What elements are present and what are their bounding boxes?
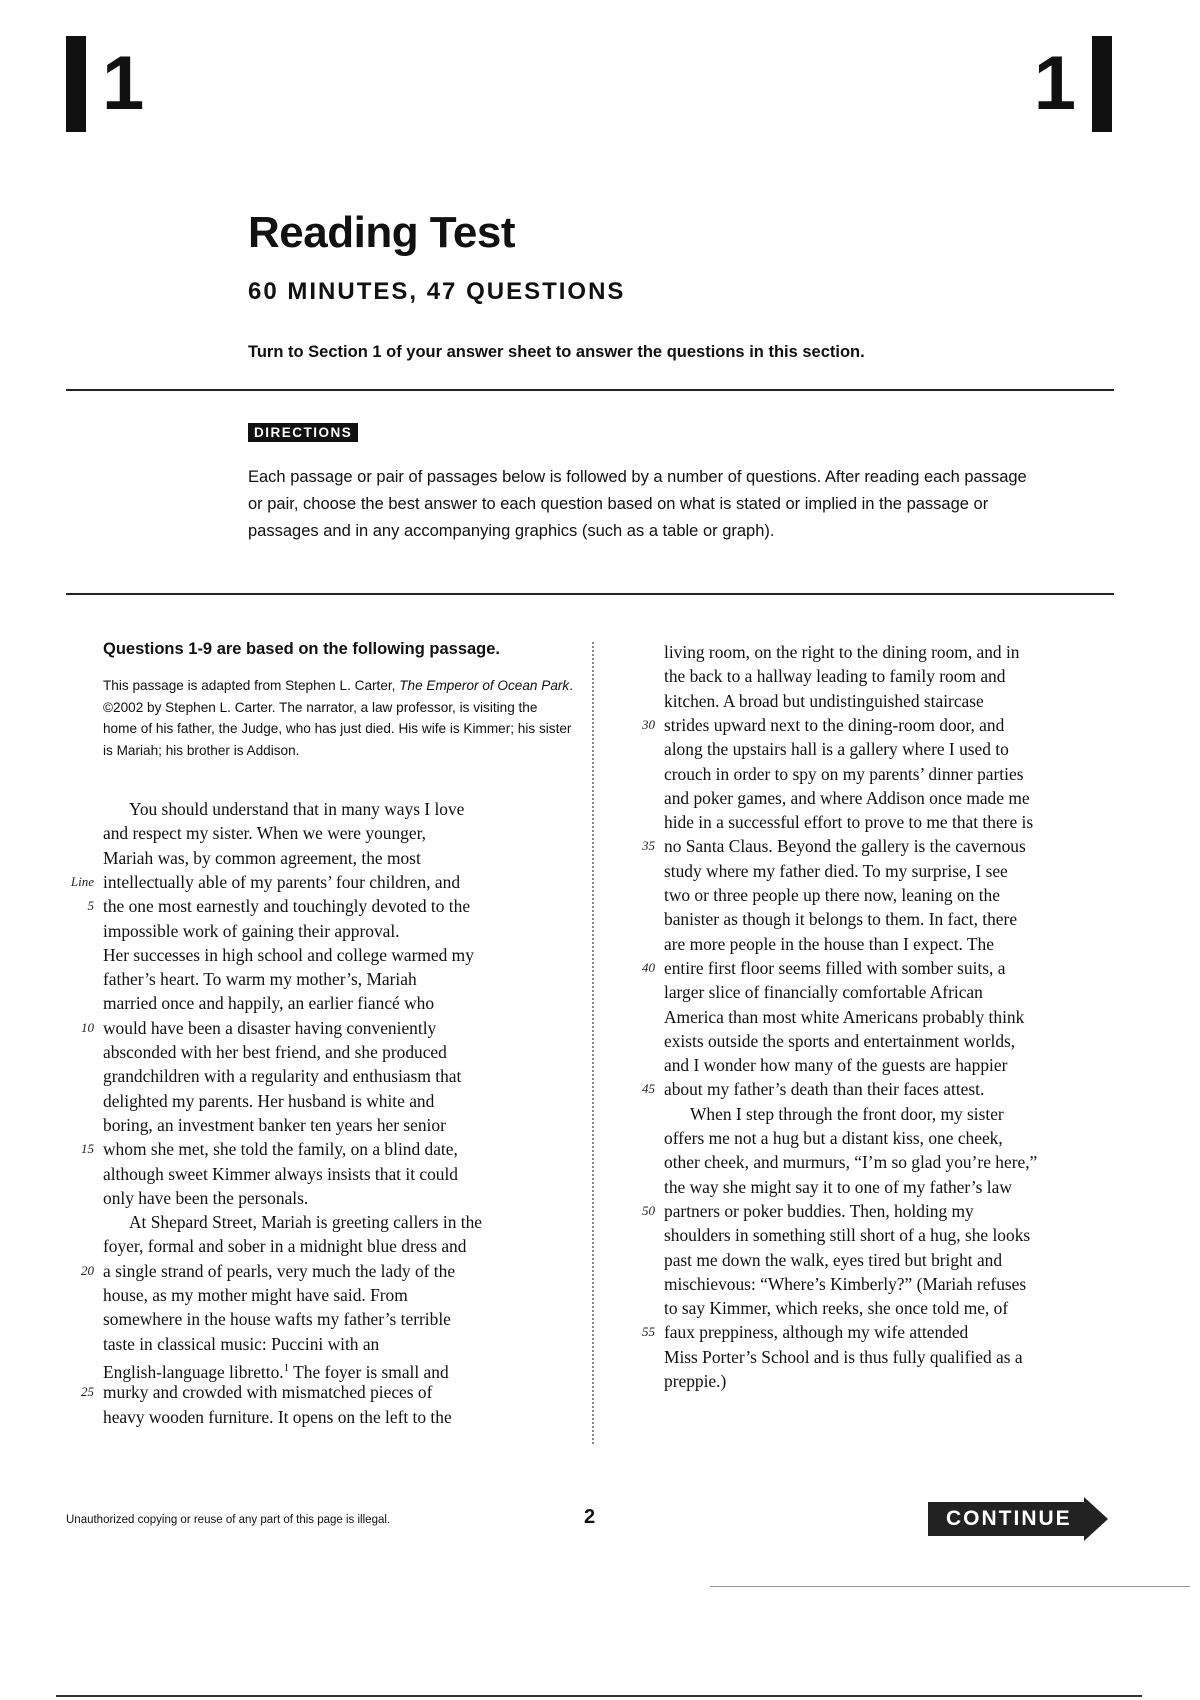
passage-line: Mariah was, by common agreement, the most xyxy=(103,847,421,868)
line-number: 30 xyxy=(642,716,655,732)
passage-line: the one most earnestly and touchingly devoted to the xyxy=(103,896,471,917)
passage-line: only have been the personals. xyxy=(103,1187,309,1208)
passage-line: crouch in order to spy on my parents’ dinner parties xyxy=(664,763,1024,784)
copyright-notice: Unauthorized copying or reuse of any part of this page is illegal. xyxy=(66,1514,391,1526)
column-divider xyxy=(592,642,594,1444)
passage-line: mischievous: “Where’s Kimberly?” (Mariah refuses xyxy=(664,1273,1027,1294)
passage-line: heavy wooden furniture. It opens on the left to the xyxy=(103,1406,452,1427)
divider-rule xyxy=(66,389,1114,391)
line-number: 40 xyxy=(642,959,655,975)
passage-heading: Questions 1-9 are based on the following passage. xyxy=(103,640,501,658)
passage-intro xyxy=(103,675,573,761)
arrow-right-icon xyxy=(1084,1497,1108,1541)
passage-line: and poker games, and where Addison once made me xyxy=(664,787,1030,808)
passage-line: father’s heart. To warm my mother’s, Mariah xyxy=(103,969,417,990)
passage-line: exists outside the sports and entertainment worlds, xyxy=(664,1030,1016,1051)
page-title: Reading Test xyxy=(248,208,516,257)
passage-line: two or three people up there now, leaning on the xyxy=(664,885,1000,905)
passage-line: intellectually able of my parents’ four children, and xyxy=(103,871,461,892)
page-subtitle: 60 MINUTES, 47 QUESTIONS xyxy=(248,278,626,305)
passage-line: delighted my parents. Her husband is white and xyxy=(103,1090,435,1111)
directions-text: Each passage or pair of passages below is followed by a number of questions. After reading each passage or pair, choose the best answer to each question based on what is stated or implied in the passage or passages and in any accompanying graphics (such as a table or graph). xyxy=(248,468,1027,540)
passage-line: larger slice of financially comfortable African xyxy=(664,982,983,1003)
passage-line: At Shepard Street, Mariah is greeting callers in the xyxy=(129,1212,483,1233)
passage-line: although sweet Kimmer always insists that it could xyxy=(103,1163,459,1184)
passage-line: and respect my sister. When we were younger, xyxy=(103,823,427,844)
line-number: 5 xyxy=(87,898,94,914)
passage-line: When I step through the front door, my sister xyxy=(690,1103,1004,1124)
section-number-right: 1 xyxy=(1033,41,1076,126)
passage-line: past me down the walk, eyes tired but bright and xyxy=(664,1249,1003,1270)
passage-line: kitchen. A broad but undistinguished staircase xyxy=(664,690,984,711)
passage-line: shoulders in something still short of a hug, she looks xyxy=(664,1225,1031,1246)
section-bar xyxy=(66,36,86,132)
footnote-marker: 1 xyxy=(283,1361,290,1374)
passage-line: house, as my mother might have said. From xyxy=(103,1285,408,1305)
section-bar xyxy=(1092,36,1112,132)
passage-line: married once and happily, an earlier fiancé who xyxy=(103,993,435,1014)
passage-line: taste in classical music: Puccini with an xyxy=(103,1333,380,1354)
directions-badge: DIRECTIONS xyxy=(248,423,358,442)
passage-line: somewhere in the house wafts my father’s terrible xyxy=(103,1309,451,1330)
answer-sheet-instruction: Turn to Section 1 of your answer sheet to answer the questions in this section. xyxy=(248,343,865,361)
passage-line: absconded with her best friend, and she produced xyxy=(103,1042,447,1062)
passage-line: the way she might say it to one of my father’s law xyxy=(664,1176,1012,1197)
passage-line: faux preppiness, although my wife attended xyxy=(664,1322,969,1343)
continue-arrow xyxy=(928,1497,1108,1541)
line-number: 55 xyxy=(642,1324,655,1340)
intro-text: This passage is adapted from Stephen L. Carter, xyxy=(103,678,400,693)
passage-line: impossible work of gaining their approval. xyxy=(103,920,400,941)
passage-line: strides upward next to the dining-room door, and xyxy=(664,714,1005,735)
passage-line: along the upstairs hall is a gallery where I used to xyxy=(664,739,1009,760)
passage-line: hide in a successful effort to prove to me that there is xyxy=(664,812,1034,833)
passage-line: and I wonder how many of the guests are happier xyxy=(664,1055,1008,1076)
divider-rule xyxy=(66,593,1114,595)
passage-line: to say Kimmer, which reeks, she once told me, of xyxy=(664,1298,1009,1319)
intro-text: . ©2002 by Stephen L. Carter. The narrator, a law professor, is visiting the home of his father, the Judge, who has just died. His wife is Kimmer; his sister is Mariah; his brother is Addison. xyxy=(103,678,573,758)
passage-line: other cheek, and murmurs, “I’m so glad you’re here,” xyxy=(664,1152,1038,1173)
passage-line: foyer, formal and sober in a midnight blue dress and xyxy=(103,1236,467,1257)
continue-label: CONTINUE xyxy=(928,1502,1084,1536)
passage-line: whom she met, she told the family, on a blind date, xyxy=(103,1139,458,1160)
passage-line: murky and crowded with mismatched pieces of xyxy=(103,1382,433,1403)
passage-line: You should understand that in many ways I love xyxy=(129,799,465,819)
line-label: Line xyxy=(70,873,94,889)
passage-line: America than most white Americans probably think xyxy=(664,1006,1025,1027)
passage-line: English-language libretto.$^1$ The foyer is small and xyxy=(103,1361,449,1382)
intro-book-title: The Emperor of Ocean Park xyxy=(399,678,570,693)
page-number: 2 xyxy=(584,1506,596,1528)
line-number: 35 xyxy=(642,838,655,854)
passage-line: grandchildren with a regularity and enthusiasm that xyxy=(103,1066,462,1087)
passage-line: partners or poker buddies. Then, holding my xyxy=(664,1200,974,1221)
section-marker-right xyxy=(1034,36,1112,132)
passage-line: study where my father died. To my surprise, I see xyxy=(664,860,1008,881)
line-number: 45 xyxy=(642,1081,655,1097)
passage-line: no Santa Claus. Beyond the gallery is the cavernous xyxy=(664,836,1026,857)
scan-artifact-line xyxy=(56,1695,1142,1697)
passage-line: Miss Porter’s School and is thus fully qualified as a xyxy=(664,1346,1023,1367)
passage-line: about my father’s death than their faces attest. xyxy=(664,1079,985,1100)
passage-line: boring, an investment banker ten years her senior xyxy=(103,1114,446,1135)
passage-line: the back to a hallway leading to family room and xyxy=(664,666,1006,687)
line-number: 15 xyxy=(81,1141,94,1157)
passage-line: Her successes in high school and college warmed my xyxy=(103,944,474,965)
section-marker-left xyxy=(66,36,144,132)
line-number: 25 xyxy=(81,1384,94,1400)
passage-line: would have been a disaster having conveniently xyxy=(103,1017,437,1038)
passage-line: a single strand of pearls, very much the lady of the xyxy=(103,1260,456,1281)
passage-line: offers me not a hug but a distant kiss, one cheek, xyxy=(664,1128,1003,1148)
line-number: 50 xyxy=(642,1202,655,1218)
section-number-left: 1 xyxy=(102,41,145,126)
passage-line: living room, on the right to the dining room, and in xyxy=(664,642,1020,662)
line-number: 20 xyxy=(81,1262,94,1278)
passage-line: are more people in the house than I expect. The xyxy=(664,933,994,954)
line-number: 10 xyxy=(81,1019,94,1035)
passage-line: preppie.) xyxy=(664,1371,727,1391)
passage-line: banister as though it belongs to them. In fact, there xyxy=(664,909,1018,930)
passage-line: entire first floor seems filled with somber suits, a xyxy=(664,957,1006,978)
scan-artifact-line xyxy=(710,1586,1190,1587)
